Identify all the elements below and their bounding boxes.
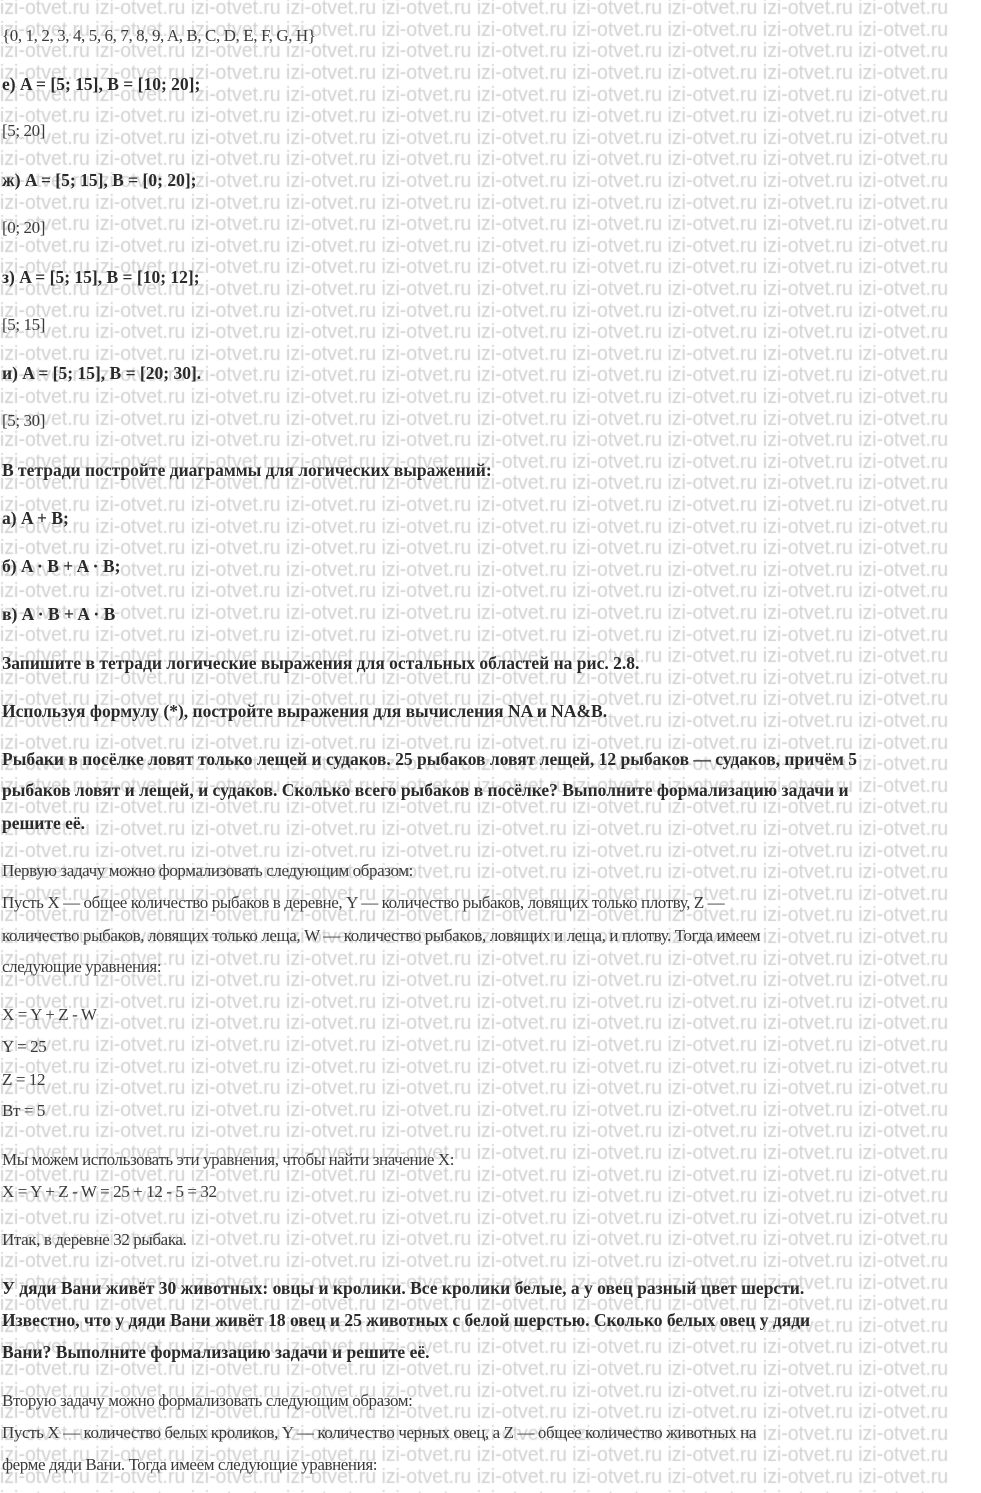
- answer-text-line: Пусть X — общее количество рыбаков в деревне, Y — количество рыбаков, ловящих только плотву, Z —: [2, 893, 725, 912]
- answer-text-line: [0; 20]: [2, 218, 45, 237]
- task-text-line: е) A = [5; 15], B = [10; 20];: [2, 74, 201, 94]
- answer-text-line: [5; 15]: [2, 315, 45, 334]
- task-text-line: Запишите в тетради логические выражения для остальных областей на рис. 2.8.: [2, 653, 640, 673]
- task-text-line: Используя формулу (*), постройте выражения для вычисления NA и NA&B.: [2, 701, 608, 721]
- task-text-line: в) A · B + A · B: [2, 604, 116, 624]
- answer-text-line: Первую задачу можно формализовать следующим образом:: [2, 861, 413, 880]
- answer-text-line: Y = 25: [2, 1037, 47, 1056]
- task-text-line: рыбаков ловят и лещей, и судаков. Сколько всего рыбаков в посёлке? Выполните формализацию задачи и: [2, 780, 849, 800]
- answer-text-line: X = Y + Z - W: [2, 1005, 97, 1024]
- task-text-line: решите её.: [2, 813, 86, 833]
- answer-text-line: Вт = 5: [2, 1101, 45, 1120]
- task-text-line: У дяди Вани живёт 30 животных: овцы и кролики. Все кролики белые, а у овец разный цвет шерсти.: [2, 1278, 805, 1298]
- answer-text-line: Вторую задачу можно формализовать следующим образом:: [2, 1391, 413, 1410]
- task-text-line: б) A · B + A · B;: [2, 556, 121, 576]
- answer-text-line: Пусть X — количество белых кроликов, Y — количество черных овец, а Z — общее количество животных на: [2, 1423, 757, 1442]
- task-text-line: В тетради постройте диаграммы для логических выражений:: [2, 460, 492, 480]
- task-text-line: а) A + B;: [2, 508, 69, 528]
- task-text-line: и) A = [5; 15], B = [20; 30].: [2, 363, 202, 383]
- answer-text-line: Мы можем использовать эти уравнения, чтобы найти значение X:: [2, 1150, 455, 1169]
- task-text-line: Известно, что у дяди Вани живёт 18 овец и 25 животных с белой шерстью. Сколько белых овец у дяди: [2, 1310, 811, 1330]
- task-text-line: ж) A = [5; 15], B = [0; 20];: [2, 170, 197, 190]
- answer-text-line: [5; 20]: [2, 121, 45, 140]
- answer-text-line: Итак, в деревне 32 рыбака.: [2, 1230, 187, 1249]
- task-text-line: Рыбаки в посёлке ловят только лещей и судаков. 25 рыбаков ловят лещей, 12 рыбаков — судаков, причём 5: [2, 749, 858, 769]
- answer-text-line: Z = 12: [2, 1070, 46, 1089]
- answer-text-line: {0, 1, 2, 3, 4, 5, 6, 7, 8, 9, A, B, C, D, E, F, G, H}: [2, 26, 316, 45]
- task-text-line: Вани? Выполните формализацию задачи и решите её.: [2, 1342, 430, 1362]
- answer-text-line: ферме дяди Вани. Тогда имеем следующие уравнения:: [2, 1455, 378, 1474]
- answer-text-line: [5; 30]: [2, 411, 45, 430]
- answer-text-line: количество рыбаков, ловящих только леща, W — количество рыбаков, ловящих и леща, и плотву. Тогда имеем: [2, 926, 761, 945]
- task-text-line: з) A = [5; 15], B = [10; 12];: [2, 267, 200, 287]
- answer-text-line: X = Y + Z - W = 25 + 12 - 5 = 32: [2, 1182, 217, 1201]
- answer-text-line: следующие уравнения:: [2, 957, 162, 976]
